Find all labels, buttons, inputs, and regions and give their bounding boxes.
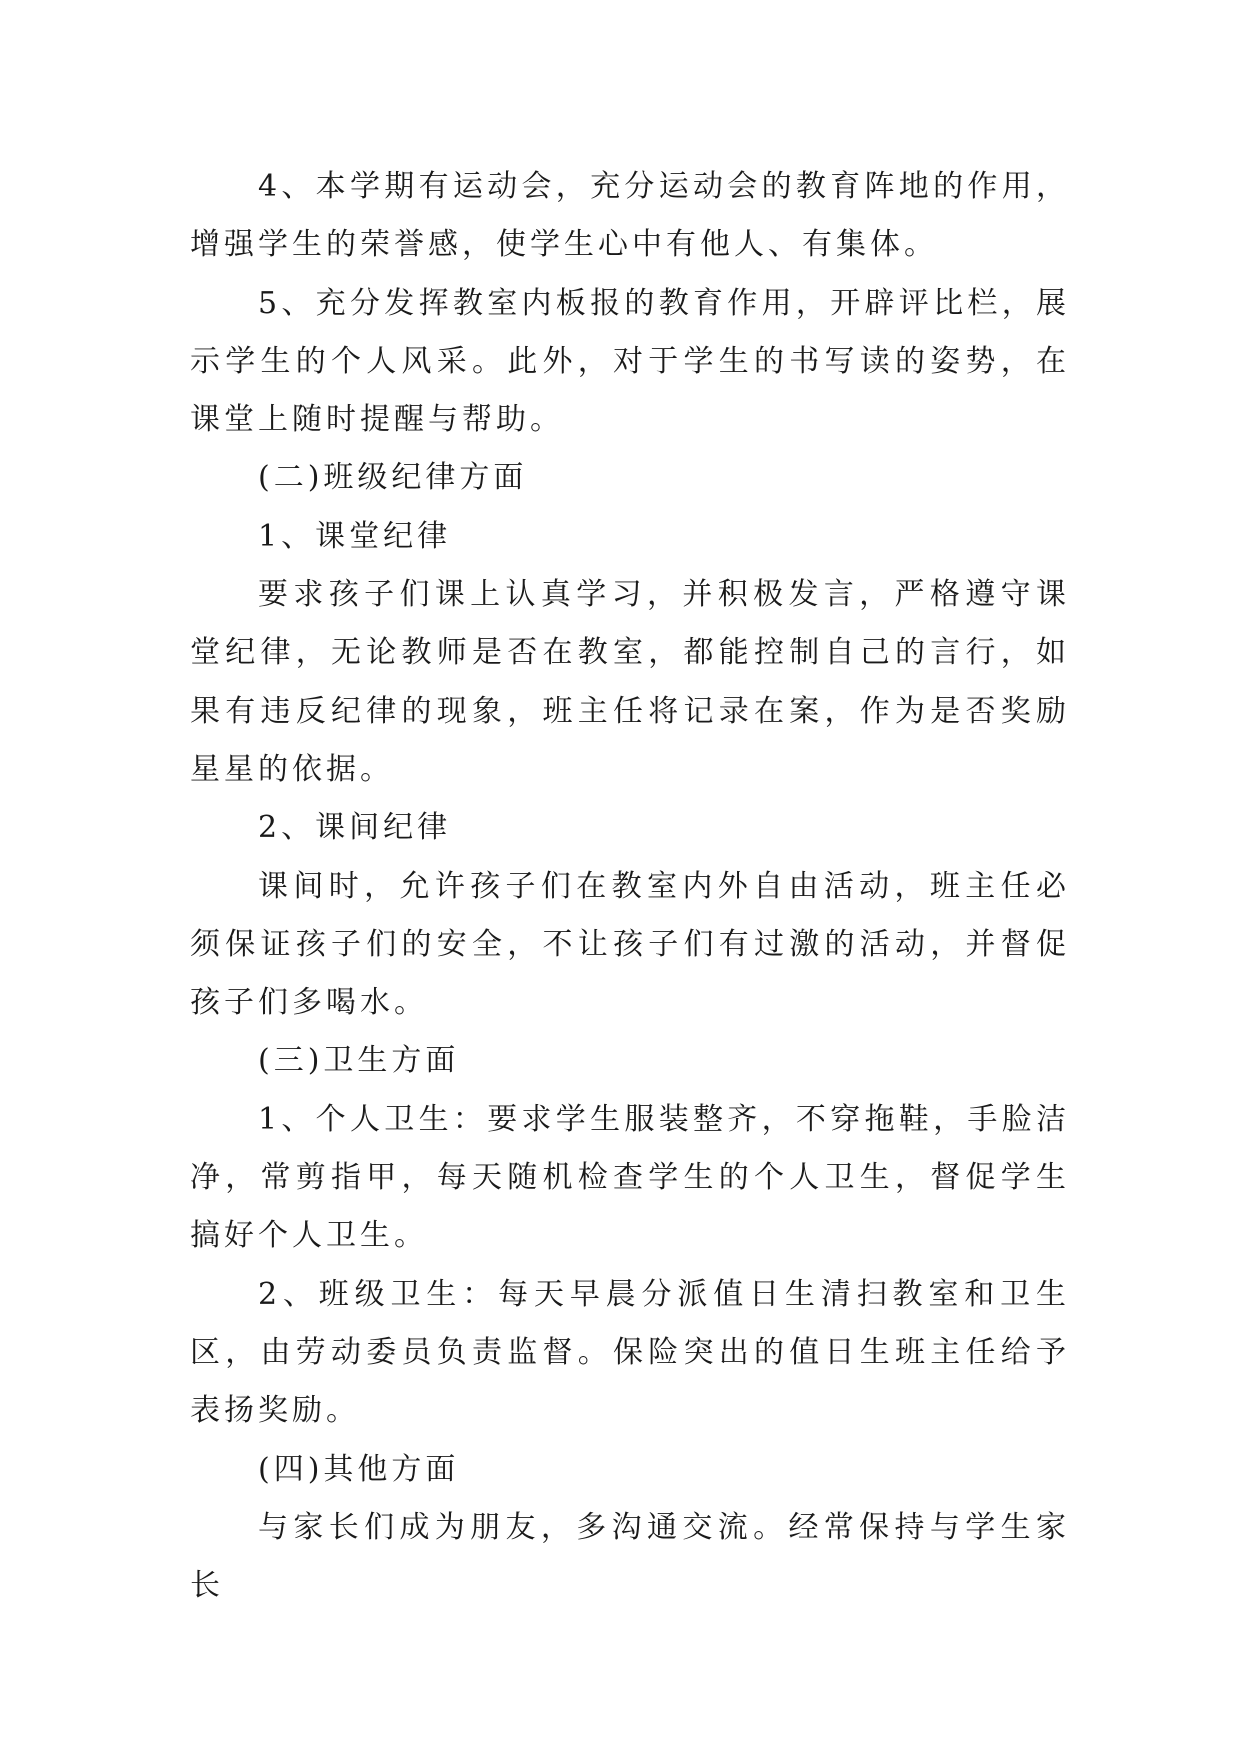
section-heading-discipline: (二)班级纪律方面 [258, 460, 528, 496]
paragraph-class-hygiene: 2、班级卫生：每天早晨分派值日生清扫教室和卫生区，由劳动委员负责监督。保险突出的值日生班主任给予表扬奖励。 [190, 1276, 1070, 1429]
paragraph-blackboard: 5、充分发挥教室内板报的教育作用，开辟评比栏，展示学生的个人风采。此外，对于学生的书写读的姿势，在课堂上随时提醒与帮助。 [190, 285, 1070, 438]
section-heading-hygiene: (三)卫生方面 [258, 1043, 460, 1079]
paragraph-break-discipline: 课间时，允许孩子们在教室内外自由活动，班主任必须保证孩子们的安全，不让孩子们有过激的活动，并督促孩子们多喝水。 [190, 868, 1070, 1021]
paragraph-classroom-discipline: 要求孩子们课上认真学习，并积极发言，严格遵守课堂纪律，无论教师是否在教室，都能控制自己的言行，如果有违反纪律的现象，班主任将记录在案，作为是否奖励星星的依据。 [190, 577, 1070, 787]
paragraph-parents: 与家长们成为朋友，多沟通交流。经常保持与学生家长 [190, 1509, 1070, 1604]
subheading-break-discipline: 2、课间纪律 [258, 810, 452, 846]
paragraph-personal-hygiene: 1、个人卫生：要求学生服装整齐，不穿拖鞋，手脸洁净，常剪指甲，每天随机检查学生的个人卫生，督促学生搞好个人卫生。 [190, 1101, 1070, 1254]
paragraph-sports-meet: 4、本学期有运动会，充分运动会的教育阵地的作用，增强学生的荣誉感，使学生心中有他人、有集体。 [190, 169, 1070, 263]
section-heading-other: (四)其他方面 [258, 1451, 460, 1487]
subheading-classroom-discipline: 1、课堂纪律 [258, 518, 452, 554]
document-body [190, 158, 1070, 1615]
